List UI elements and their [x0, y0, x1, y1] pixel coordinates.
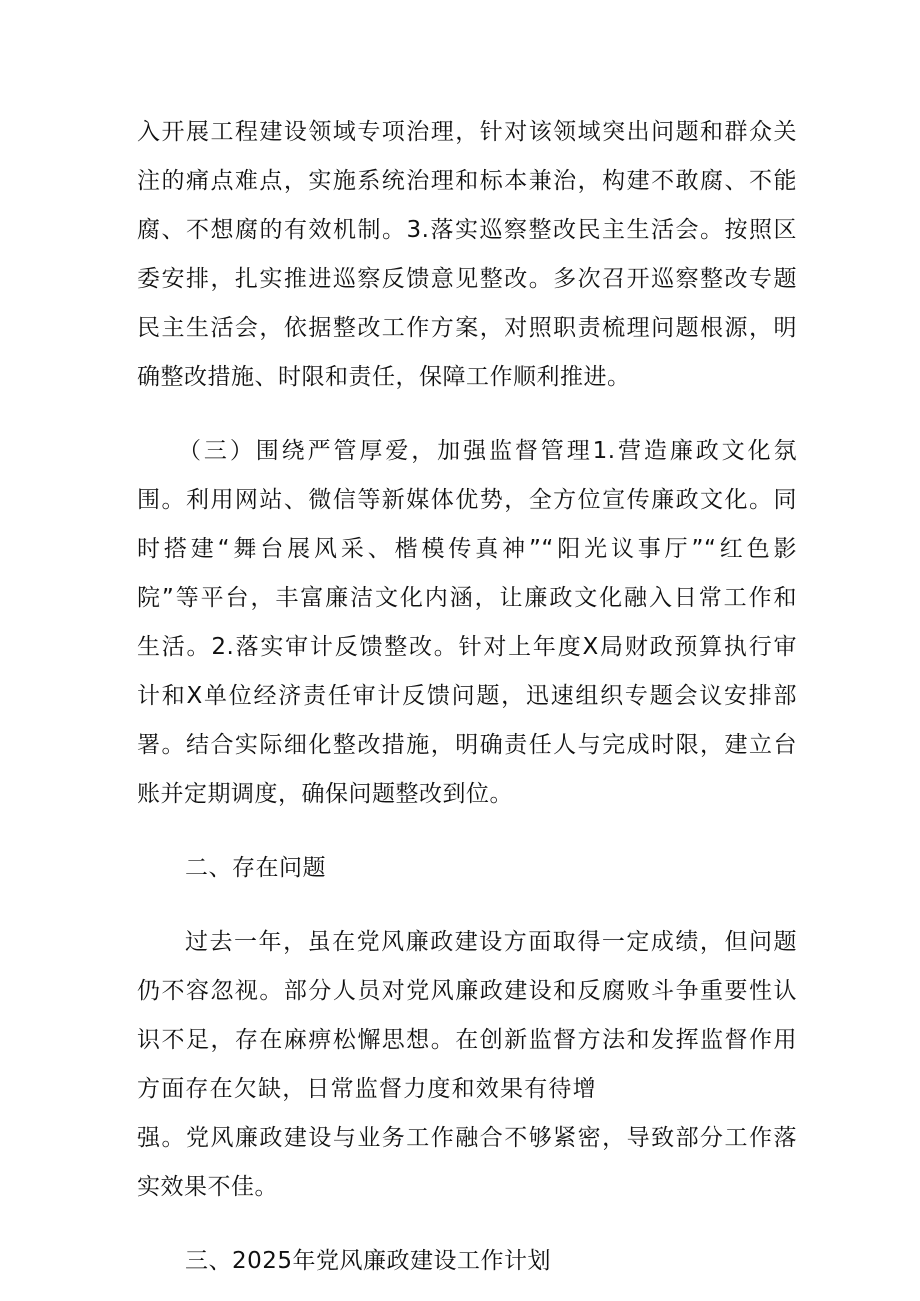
- body-text-line: 生活。2.落实审计反馈整改。针对上年度X局财政预算执行审: [137, 634, 797, 660]
- section-heading-3: （三）围绕严管厚爱，加强监督管理1.营造廉政文化氛: [178, 438, 797, 464]
- body-text-line: 围。利用网站、微信等新媒体优势，全方位宣传廉政文化。同: [137, 487, 797, 513]
- body-text-line: 方面存在欠缺，日常监督力度和效果有待增: [137, 1076, 597, 1102]
- body-text-line: 识不足，存在麻痹松懈思想。在创新监督方法和发挥监督作用: [137, 1027, 797, 1053]
- section-heading-plan: 三、2025年党风廉政建设工作计划: [185, 1248, 552, 1274]
- body-text-line: 院”等平台，丰富廉洁文化内涵，让廉政文化融入日常工作和: [137, 585, 797, 611]
- body-text-line: 署。结合实际细化整改措施，明确责任人与完成时限，建立台: [137, 732, 797, 758]
- section-heading-problems: 二、存在问题: [185, 855, 326, 881]
- body-text-line: 注的痛点难点，实施系统治理和标本兼治，构建不敢腐、不能: [137, 168, 797, 194]
- body-text-line: 委安排，扎实推进巡察反馈意见整改。多次召开巡察整改专题: [137, 266, 797, 292]
- body-text-line: 腐、不想腐的有效机制。3.落实巡察整改民主生活会。按照区: [137, 217, 797, 243]
- body-text-line: 过去一年，虽在党风廉政建设方面取得一定成绩，但问题: [185, 929, 797, 955]
- body-text-line: 强。党风廉政建设与业务工作融合不够紧密，导致部分工作落: [137, 1125, 797, 1151]
- body-text-line: 时搭建“舞台展风采、楷模传真神”“阳光议事厅”“红色影: [137, 536, 797, 562]
- body-text-line: 仍不容忽视。部分人员对党风廉政建设和反腐败斗争重要性认: [137, 978, 797, 1004]
- body-text-line: 账并定期调度，确保问题整改到位。: [137, 781, 513, 807]
- body-text-line: 入开展工程建设领域专项治理，针对该领域突出问题和群众关: [137, 119, 797, 145]
- body-text-line: 确整改措施、时限和责任，保障工作顺利推进。: [137, 364, 631, 390]
- body-text-line: 计和X单位经济责任审计反馈问题，迅速组织专题会议安排部: [137, 683, 797, 709]
- body-text-line: 实效果不佳。: [137, 1174, 278, 1200]
- body-text-line: 民主生活会，依据整改工作方案，对照职责梳理问题根源，明: [137, 315, 797, 341]
